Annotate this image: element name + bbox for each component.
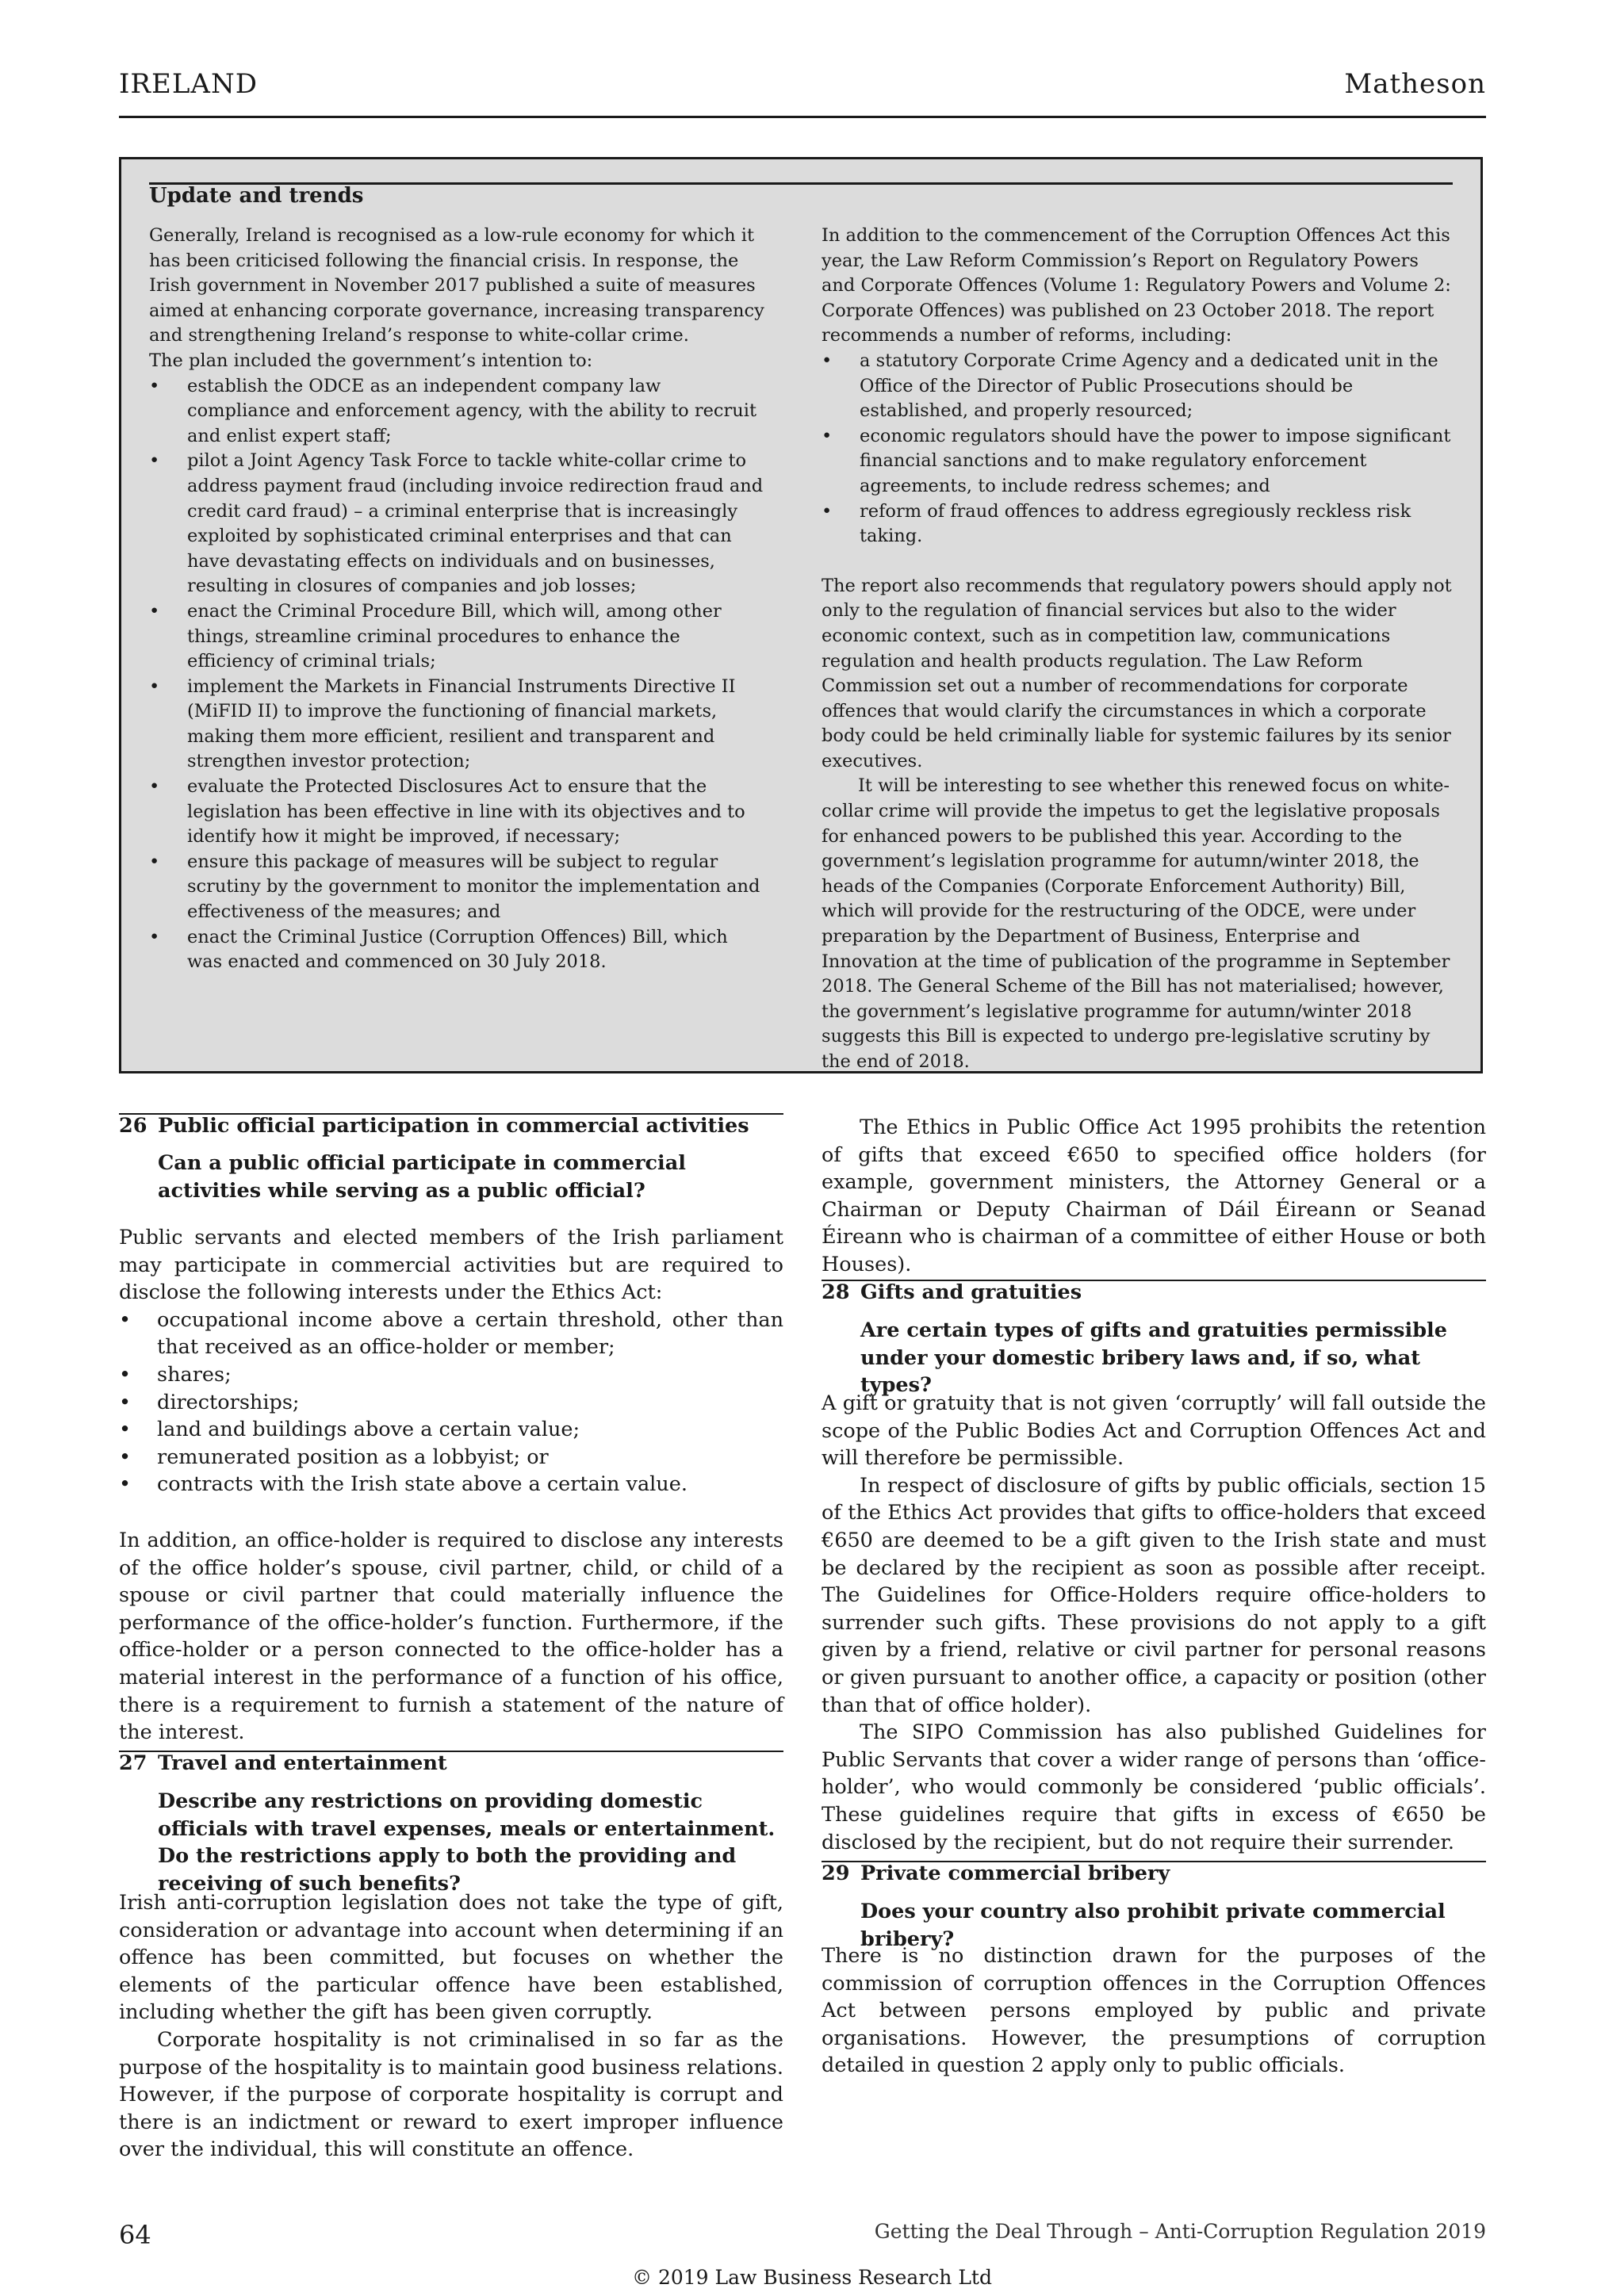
q27-question: Describe any restrictions on providing domestic officials with travel expenses, meals or entertainment. Do the restrictions apply to both the providing and receiving of such benefits? [158, 1789, 776, 1896]
q29-title-text: Private commercial bribery [860, 1862, 1170, 1885]
list-item: • ensure this package of measures will be subject to regular scrutiny by the government to monitor the implementation and effectiveness of the measures; and [149, 850, 766, 925]
list-item: • economic regulators should have the power to impose significant financial sanctions and to make regulatory enforcement agreements, to include redress schemes; and [822, 424, 1453, 499]
q27-number: 27 [119, 1751, 147, 1775]
q28-title-text: Gifts and gratuities [860, 1280, 1082, 1304]
box-heading: Update and trends [149, 184, 364, 208]
q26-list [119, 1307, 783, 1498]
q26-number: 26 [119, 1114, 147, 1138]
q28-paragraph: A gift or gratuity that is not given ‘corruptly’ will fall outside the scope of the Public Bodies Act and Corruption Offences Act and will therefore be permissible. [822, 1391, 1486, 1471]
list-item: • remunerated position as a lobbyist; or [119, 1444, 783, 1471]
page-number: 64 [119, 2220, 151, 2250]
box-right-column [822, 224, 1453, 1075]
q27-answer-cont [822, 1114, 1486, 1279]
q28-title [822, 1280, 1082, 1304]
q28-paragraph: The SIPO Commission has also published Guidelines for Public Servants that cover a wider range of persons than ‘office-holder’, who would commonly be considered ‘public officials’. These guidelines require that gifts in excess of €650 be disclosed by the recipient, but do not require their surrender. [822, 1720, 1486, 1854]
q27-paragraph: The Ethics in Public Office Act 1995 prohibits the retention of gifts that exceed €650 to specified office holders (for example, government ministers, the Attorney General or a Chairman or Deputy Chairman of Dáil Éireann or Seanad Éireann who is chairman of a committee of either House or both Houses). [822, 1115, 1486, 1276]
q27-title [119, 1751, 447, 1775]
list-item: • a statutory Corporate Crime Agency and a dedicated unit in the Office of the Director of Public Prosecutions should be established, and properly resourced; [822, 349, 1453, 424]
header-rule [119, 116, 1486, 118]
q29-title [822, 1862, 1170, 1885]
q29-question: Does your country also prohibit private commercial bribery? [860, 1900, 1446, 1951]
q28-paragraph: In respect of disclosure of gifts by public officials, section 15 of the Ethics Act provides that gifts to office-holders that exceed €650 are deemed to be a gift given to the Irish state and must be declared by the recipient as soon as possible after receipt. The Guidelines for Office-Holders require office-holders to surrender such gifts. These provisions do not apply to a gift given by a friend, relative or civil partner for personal reasons or given pursuant to another office, a capacity or position (other than that of office holder). [822, 1473, 1486, 1717]
q26-answer [119, 1224, 783, 1498]
publication-title: Getting the Deal Through – Anti-Corruption Regulation 2019 [874, 2220, 1486, 2243]
q27-title-text: Travel and entertainment [158, 1751, 447, 1775]
list-item: • enact the Criminal Procedure Bill, which will, among other things, streamline criminal procedures to enhance the efficiency of criminal trials; [149, 599, 766, 675]
q26-paragraph: In addition, an office-holder is required to disclose any interests of the office holder’s spouse, civil partner, child, or child of a spouse or civil partner that could materially influence the performance of the office-holder’s function. Furthermore, if the office-holder or a person connected to the office-holder has a material interest in the performance of a function of his office, there is a requirement to furnish a statement of the nature of the interest. [119, 1529, 783, 1745]
q28-answer [822, 1390, 1486, 1856]
box-right-paragraph: It will be interesting to see whether this renewed focus on white-collar crime will provide the impetus to get the legislative proposals for enhanced powers to be published this year. According to the government’s legislation programme for autumn/winter 2018, the heads of the Companies (Corporate Enforcement Authority) Bill, which will provide for the restructuring of the ODCE, were under preparation by the Department of Business, Enterprise and Innovation at the time of publication of the programme in September 2018. The General Scheme of the Bill has not materialised; however, the government’s legislative programme for autumn/winter 2018 suggests this Bill is expected to undergo pre-legislative scrutiny by the end of 2018. [822, 775, 1450, 1072]
list-item: • shares; [119, 1361, 783, 1389]
q27-paragraph: Irish anti-corruption legislation does not take the type of gift, consideration or advantage into account when determining if an offence has been committed, but focuses on whether the elements of the particular offence have been established, including whether the gift has been given corruptly. [119, 1891, 783, 2025]
box-left-list [149, 374, 766, 975]
q28-question: Are certain types of gifts and gratuities permissible under your domestic bribery laws and, if so, what types? [860, 1318, 1447, 1398]
q29-answer [822, 1942, 1486, 2080]
box-left-column [149, 224, 766, 975]
list-item: • land and buildings above a certain value; [119, 1416, 783, 1444]
box-right-list [822, 349, 1453, 549]
header-firm: Matheson [1344, 68, 1486, 100]
q29-paragraph: There is no distinction drawn for the purposes of the commission of corruption offences in the Corruption Offences Act between persons employed by public and private organisations. However, the presumptions of corruption detailed in question 2 apply only to public officials. [822, 1944, 1486, 2078]
list-item: • directorships; [119, 1389, 783, 1417]
q26-question: Can a public official participate in commercial activities while serving as a public official? [158, 1151, 686, 1203]
q26-paragraph: Public servants and elected members of the Irish parliament may participate in commercial activities but are required to disclose the following interests under the Ethics Act: [119, 1226, 783, 1305]
q26-title [119, 1114, 749, 1138]
list-item: • enact the Criminal Justice (Corruption Offences) Bill, which was enacted and commenced on 30 July 2018. [149, 925, 766, 975]
header-country: IRELAND [119, 68, 258, 100]
q27-answer [119, 1889, 783, 2164]
q29-number: 29 [822, 1862, 850, 1885]
list-item: • establish the ODCE as an independent company law compliance and enforcement agency, with the ability to recruit and enlist expert staff; [149, 374, 766, 450]
copyright-notice: © 2019 Law Business Research Ltd [632, 2266, 992, 2289]
q28-number: 28 [822, 1280, 850, 1304]
q26-title-text: Public official participation in commercial activities [158, 1114, 749, 1138]
list-item: • evaluate the Protected Disclosures Act to ensure that the legislation has been effective in line with its objectives and to identify how it might be improved, if necessary; [149, 775, 766, 850]
box-right-paragraph: In addition to the commencement of the Corruption Offences Act this year, the Law Reform Commission’s Report on Regulatory Powers and Corporate Offences (Volume 1: Regulatory Powers and Volume 2: Corporate Offences) was published on 23 October 2018. The report recommends a number of reforms, including: [822, 225, 1451, 346]
list-item: • occupational income above a certain threshold, other than that received as an office-holder or member; [119, 1307, 783, 1361]
q27-paragraph: Corporate hospitality is not criminalised in so far as the purpose of the hospitality is to maintain good business relations. However, if the purpose of corporate hospitality is corrupt and there is an indictment or reward to exert improper influence over the individual, this will constitute an offence. [119, 2027, 783, 2162]
list-item: • reform of fraud offences to address egregiously reckless risk taking. [822, 499, 1453, 549]
list-item: • pilot a Joint Agency Task Force to tackle white-collar crime to address payment fraud (including invoice redirection fraud and credit card fraud) – a criminal enterprise that is increasingly exploited by sophisticated criminal enterprises and that can have devastating effects on individuals and on businesses, resulting in closures of companies and job losses; [149, 449, 766, 599]
list-item: • contracts with the Irish state above a certain value. [119, 1471, 783, 1498]
box-right-paragraph: The report also recommends that regulatory powers should apply not only to the regulation of financial services but also to the wider economic context, such as in competition law, communications regulation and health products regulation. The Law Reform Commission set out a number of recommendations for corporate offences that would clarify the circumstances in which a corporate body could be held criminally liable for systemic failures by its senior executives. [822, 575, 1452, 771]
box-left-paragraph: The plan included the government’s intention to: [149, 350, 593, 371]
box-left-paragraph: Generally, Ireland is recognised as a low-rule economy for which it has been criticised following the financial crisis. In response, the Irish government in November 2017 published a suite of measures aimed at enhancing corporate governance, increasing transparency and strengthening Ireland’s response to white-collar crime. [149, 225, 764, 346]
list-item: • implement the Markets in Financial Instruments Directive II (MiFID II) to improve the functioning of financial markets, making them more efficient, resilient and transparent and strengthen investor protection; [149, 675, 766, 775]
q26-answer-cont [119, 1527, 783, 1747]
